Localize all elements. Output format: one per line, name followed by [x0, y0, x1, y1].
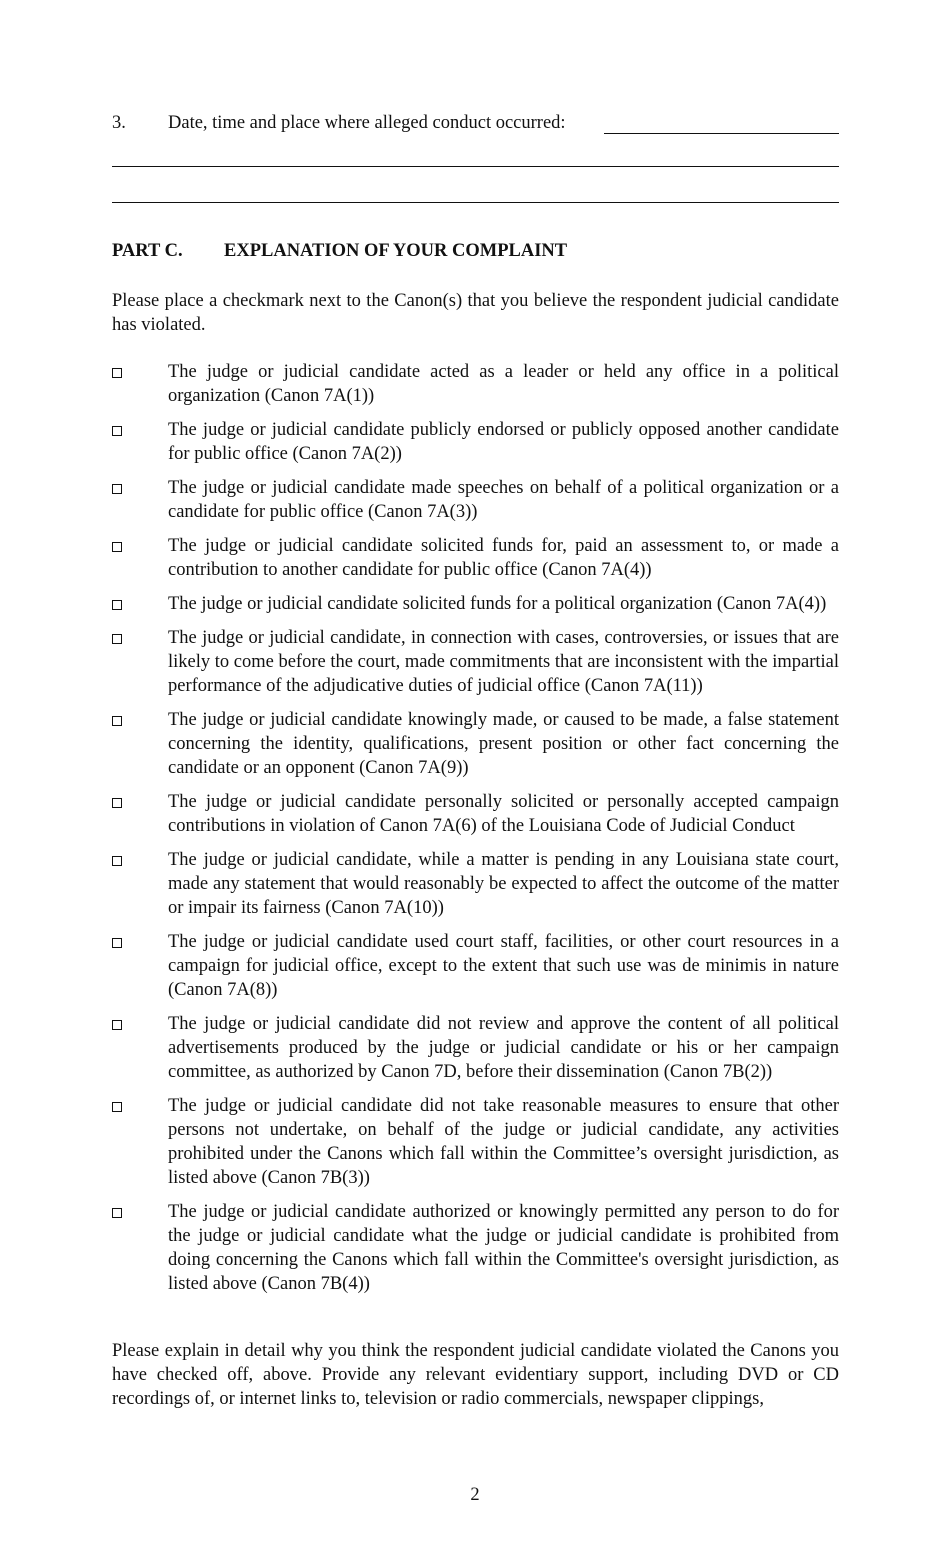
- canon-checkbox[interactable]: [112, 1102, 122, 1112]
- canon-option: [112, 626, 839, 698]
- question-3: [112, 113, 839, 139]
- question-3-number: 3.: [112, 113, 126, 133]
- canon-checklist: [112, 360, 839, 1306]
- explanation-prompt: Please explain in detail why you think the respondent judicial candidate violated the Canons you have checked off, above. Provide any relevant evidentiary support, including DVD or CD recordings of, or internet links to, television or radio commercials, newspaper clippings,: [112, 1341, 839, 1409]
- canon-option: [112, 930, 839, 1002]
- canon-option-text: The judge or judicial candidate knowingly made, or caused to be made, a false statement concerning the identity, qualifications, present position or other fact concerning the candidate or an opponent (Canon 7A(9)): [168, 710, 839, 778]
- canon-option-text: The judge or judicial candidate did not take reasonable measures to ensure that other persons not undertake, on behalf of the judge or judicial candidate, any activities prohibited under the Canons which fall within the Committee’s oversight jurisdiction, as listed above (Canon 7B(3)): [168, 1096, 839, 1188]
- canon-option-text: The judge or judicial candidate, while a matter is pending in any Louisiana state court, made any statement that would reasonably be expected to affect the outcome of the matter or impair its fairness (Canon 7A(10)): [168, 850, 839, 918]
- canon-checkbox[interactable]: [112, 1020, 122, 1030]
- canon-checkbox[interactable]: [112, 1208, 122, 1218]
- canon-checkbox[interactable]: [112, 484, 122, 494]
- canon-option-text: The judge or judicial candidate solicited funds for a political organization (Canon 7A(4)): [168, 594, 827, 614]
- canon-checkbox[interactable]: [112, 426, 122, 436]
- canon-option: [112, 790, 839, 838]
- canon-option: [112, 1012, 839, 1084]
- date-time-place-field[interactable]: [604, 133, 839, 134]
- canon-option-text: The judge or judicial candidate acted as a leader or held any office in a political organization (Canon 7A(1)): [168, 362, 839, 406]
- canon-checkbox[interactable]: [112, 798, 122, 808]
- canon-option-text: The judge or judicial candidate publicly endorsed or publicly opposed another candidate for public office (Canon 7A(2)): [168, 420, 839, 464]
- canon-option-text: The judge or judicial candidate personally solicited or personally accepted campaign contributions in violation of Canon 7A(6) of the Louisiana Code of Judicial Conduct: [168, 792, 839, 836]
- canon-option: [112, 534, 839, 582]
- checkmark-instruction: Please place a checkmark next to the Canon(s) that you believe the respondent judicial candidate has violated.: [112, 291, 839, 335]
- canon-option: [112, 418, 839, 466]
- canon-checkbox[interactable]: [112, 368, 122, 378]
- canon-checkbox[interactable]: [112, 634, 122, 644]
- canon-option-text: The judge or judicial candidate did not review and approve the content of all political advertisements produced by the judge or judicial candidate or his or her campaign committee, as authorized by Canon 7D, before their dissemination (Canon 7B(2)): [168, 1014, 839, 1082]
- canon-checkbox[interactable]: [112, 938, 122, 948]
- canon-option: [112, 360, 839, 408]
- page-number: 2: [470, 1485, 480, 1505]
- canon-checkbox[interactable]: [112, 542, 122, 552]
- canon-option: [112, 848, 839, 920]
- canon-option: [112, 1094, 839, 1190]
- canon-option: [112, 476, 839, 524]
- canon-option-text: The judge or judicial candidate made speeches on behalf of a political organization or a candidate for public office (Canon 7A(3)): [168, 478, 839, 522]
- part-c-label: PART C.: [112, 241, 183, 261]
- canon-checkbox[interactable]: [112, 600, 122, 610]
- question-3-label: Date, time and place where alleged conduct occurred:: [168, 113, 566, 133]
- canon-option-text: The judge or judicial candidate used court staff, facilities, or other court resources in a campaign for judicial office, except to the extent that such use was de minimis in nature (Canon 7A(8)): [168, 932, 839, 1000]
- canon-option: [112, 1200, 839, 1296]
- canon-checkbox[interactable]: [112, 716, 122, 726]
- part-c-title: EXPLANATION OF YOUR COMPLAINT: [224, 241, 568, 261]
- canon-option: [112, 708, 839, 780]
- canon-option-text: The judge or judicial candidate solicited funds for, paid an assessment to, or made a contribution to another candidate for public office (Canon 7A(4)): [168, 536, 839, 580]
- canon-checkbox[interactable]: [112, 856, 122, 866]
- canon-option-text: The judge or judicial candidate, in connection with cases, controversies, or issues that are likely to come before the court, made commitments that are inconsistent with the impartial performance of the adjudicative duties of judicial office (Canon 7A(11)): [168, 628, 839, 696]
- canon-option: [112, 592, 839, 616]
- answer-line-1[interactable]: [112, 166, 839, 167]
- answer-line-2[interactable]: [112, 202, 839, 203]
- canon-option-text: The judge or judicial candidate authorized or knowingly permitted any person to do for the judge or judicial candidate what the judge or judicial candidate is prohibited from doing concerning the Canons which fall within the Committee's oversight jurisdiction, as listed above (Canon 7B(4)): [168, 1202, 839, 1294]
